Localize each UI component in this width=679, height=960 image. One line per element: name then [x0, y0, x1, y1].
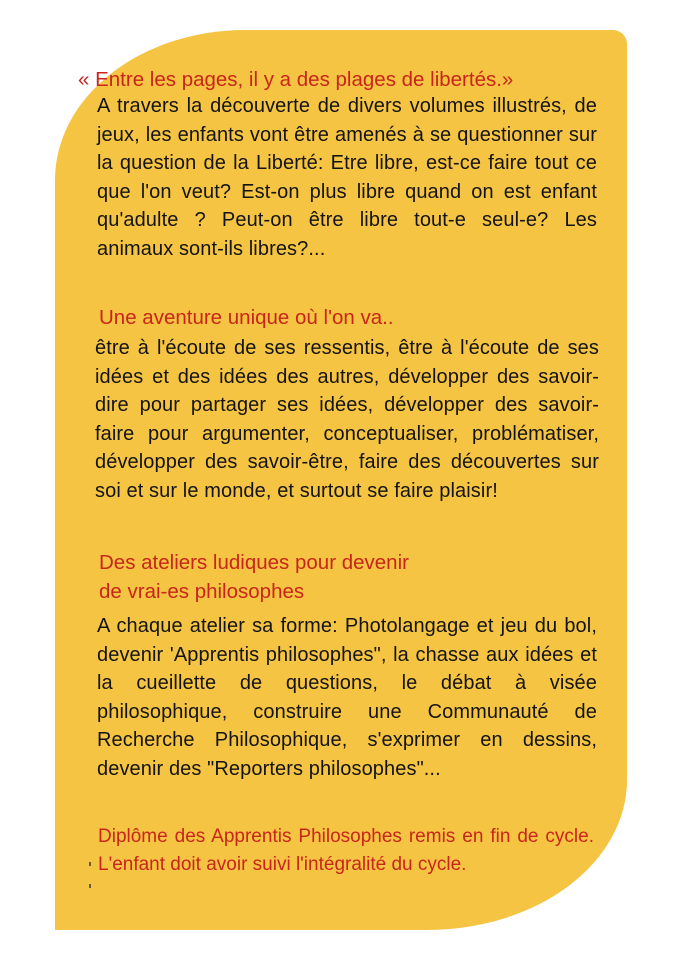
workshops-heading-line2: de vrai-es philosophes — [99, 580, 305, 603]
margin-mark — [89, 862, 91, 866]
quote-heading: « Entre les pages, il y a des plages de libertés.» — [78, 68, 514, 91]
diploma-note: Diplôme des Apprentis Philosophes remis en fin de cycle. L'enfant doit avoir suivi l'intégralité du cycle. — [98, 826, 594, 875]
adventure-heading: Une aventure unique où l'on va.. — [99, 306, 394, 329]
workshops-heading-line1: Des ateliers ludiques pour devenir — [99, 551, 409, 574]
adventure-paragraph: être à l'écoute de ses ressentis, être à l'écoute de ses idées et des idées des autres, développer des savoir-dire pour partager ses idées, développer des savoir-faire pour argumenter, conceptualiser, problématiser, développer des savoir-être, faire des découvertes sur soi et sur le monde, et surtout se faire plaisir! — [95, 337, 599, 502]
intro-paragraph: A travers la découverte de divers volumes illustrés, de jeux, les enfants vont être amenés à se questionner sur la question de la Liberté: Etre libre, est-ce faire tout ce que l'on veut? Est-on plus libre quand on est enfant qu'adulte ? Peut-on être libre tout-e seul-e? Les animaux sont-ils libres?... — [97, 95, 597, 260]
margin-mark — [89, 884, 91, 888]
workshops-paragraph: A chaque atelier sa forme: Photolangage et jeu du bol, devenir 'Apprentis philosophes", la chasse aux idées et la cueillette de questions, le débat à visée philosophique, construire une Communauté de Recherche Philosophique, s'exprimer en dessins, devenir des "Reporters philosophes"... — [97, 615, 597, 780]
